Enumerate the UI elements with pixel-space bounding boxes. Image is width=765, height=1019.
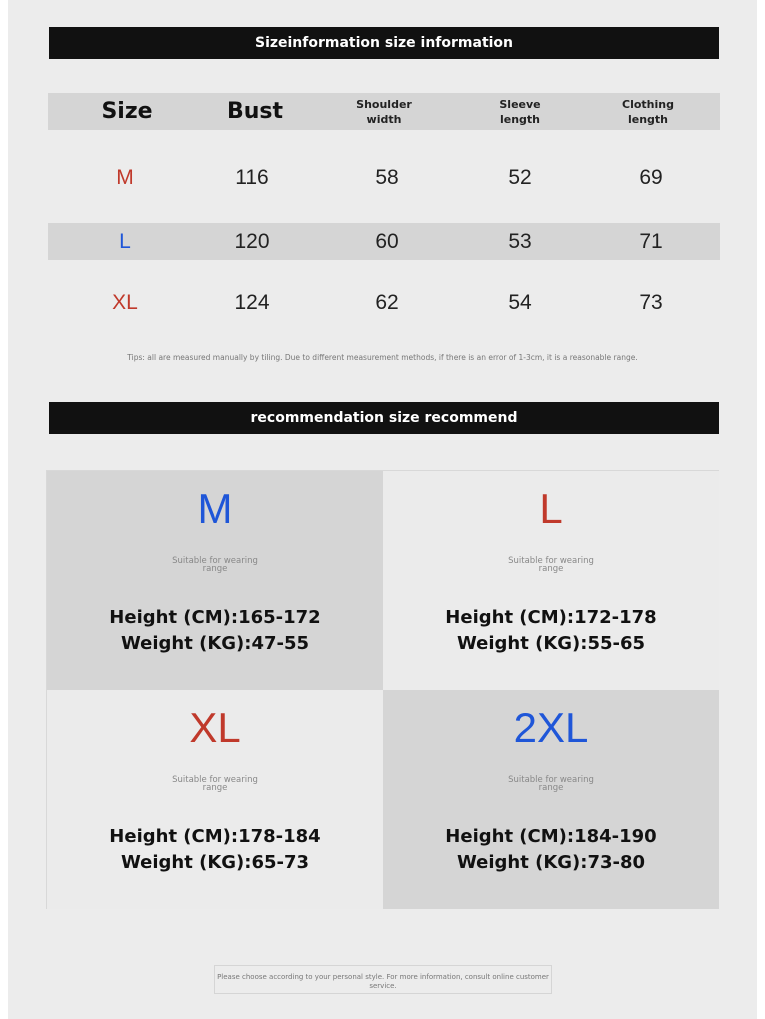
footer-note: Please choose according to your personal style. For more information, consult online customer service. xyxy=(214,965,552,994)
header-length: Clothing length xyxy=(622,97,674,126)
recommend-card-2xl xyxy=(383,690,719,909)
table-row xyxy=(48,223,720,260)
header-bust: Bust xyxy=(226,99,284,124)
size-cell: L xyxy=(119,229,131,253)
card-height: Height (CM):184-190 xyxy=(445,826,657,847)
recommend-grid xyxy=(46,470,719,909)
size-cell: M xyxy=(116,165,134,189)
card-weight: Weight (KG):73-80 xyxy=(456,852,646,873)
size-info-title: Sizeinformation size information xyxy=(49,27,719,59)
recommend-card-m xyxy=(47,471,383,690)
card-height: Height (CM):172-178 xyxy=(445,607,657,628)
card-size: XL xyxy=(189,704,241,751)
card-suitable: Suitable for wearing range xyxy=(172,556,258,574)
shoulder-cell: 60 xyxy=(375,229,399,253)
length-cell: 73 xyxy=(639,290,663,314)
card-suitable: Suitable for wearing range xyxy=(508,556,594,574)
header-sleeve: Sleeve length xyxy=(499,97,541,126)
card-height: Height (CM):178-184 xyxy=(109,826,321,847)
table-row xyxy=(48,159,720,196)
size-table-header xyxy=(48,93,720,130)
card-weight: Weight (KG):47-55 xyxy=(120,633,310,654)
bust-cell: 120 xyxy=(234,229,270,253)
card-weight: Weight (KG):65-73 xyxy=(120,852,310,873)
recommend-card-l xyxy=(383,471,719,690)
card-size: M xyxy=(197,485,233,532)
shoulder-cell: 58 xyxy=(375,165,399,189)
size-cell: XL xyxy=(112,290,138,314)
card-size: L xyxy=(539,485,563,532)
card-height: Height (CM):165-172 xyxy=(109,607,321,628)
length-cell: 71 xyxy=(639,229,663,253)
card-weight: Weight (KG):55-65 xyxy=(456,633,646,654)
table-row xyxy=(48,284,720,321)
sleeve-cell: 52 xyxy=(508,165,532,189)
header-shoulder: Shoulder width xyxy=(356,97,412,126)
shoulder-cell: 62 xyxy=(375,290,399,314)
card-suitable: Suitable for wearing range xyxy=(172,775,258,793)
sleeve-cell: 53 xyxy=(508,229,532,253)
recommend-title: recommendation size recommend xyxy=(49,402,719,434)
measurement-tips: Tips: all are measured manually by tiling. Due to different measurement methods, if there is an error of 1-3cm, it is a reasonable range. xyxy=(127,353,638,362)
header-size: Size xyxy=(101,99,153,124)
bust-cell: 116 xyxy=(235,165,269,189)
length-cell: 69 xyxy=(639,165,663,189)
card-suitable: Suitable for wearing range xyxy=(508,775,594,793)
card-size: 2XL xyxy=(513,704,589,751)
recommend-card-xl xyxy=(47,690,383,909)
sleeve-cell: 54 xyxy=(508,290,532,314)
bust-cell: 124 xyxy=(234,290,270,314)
